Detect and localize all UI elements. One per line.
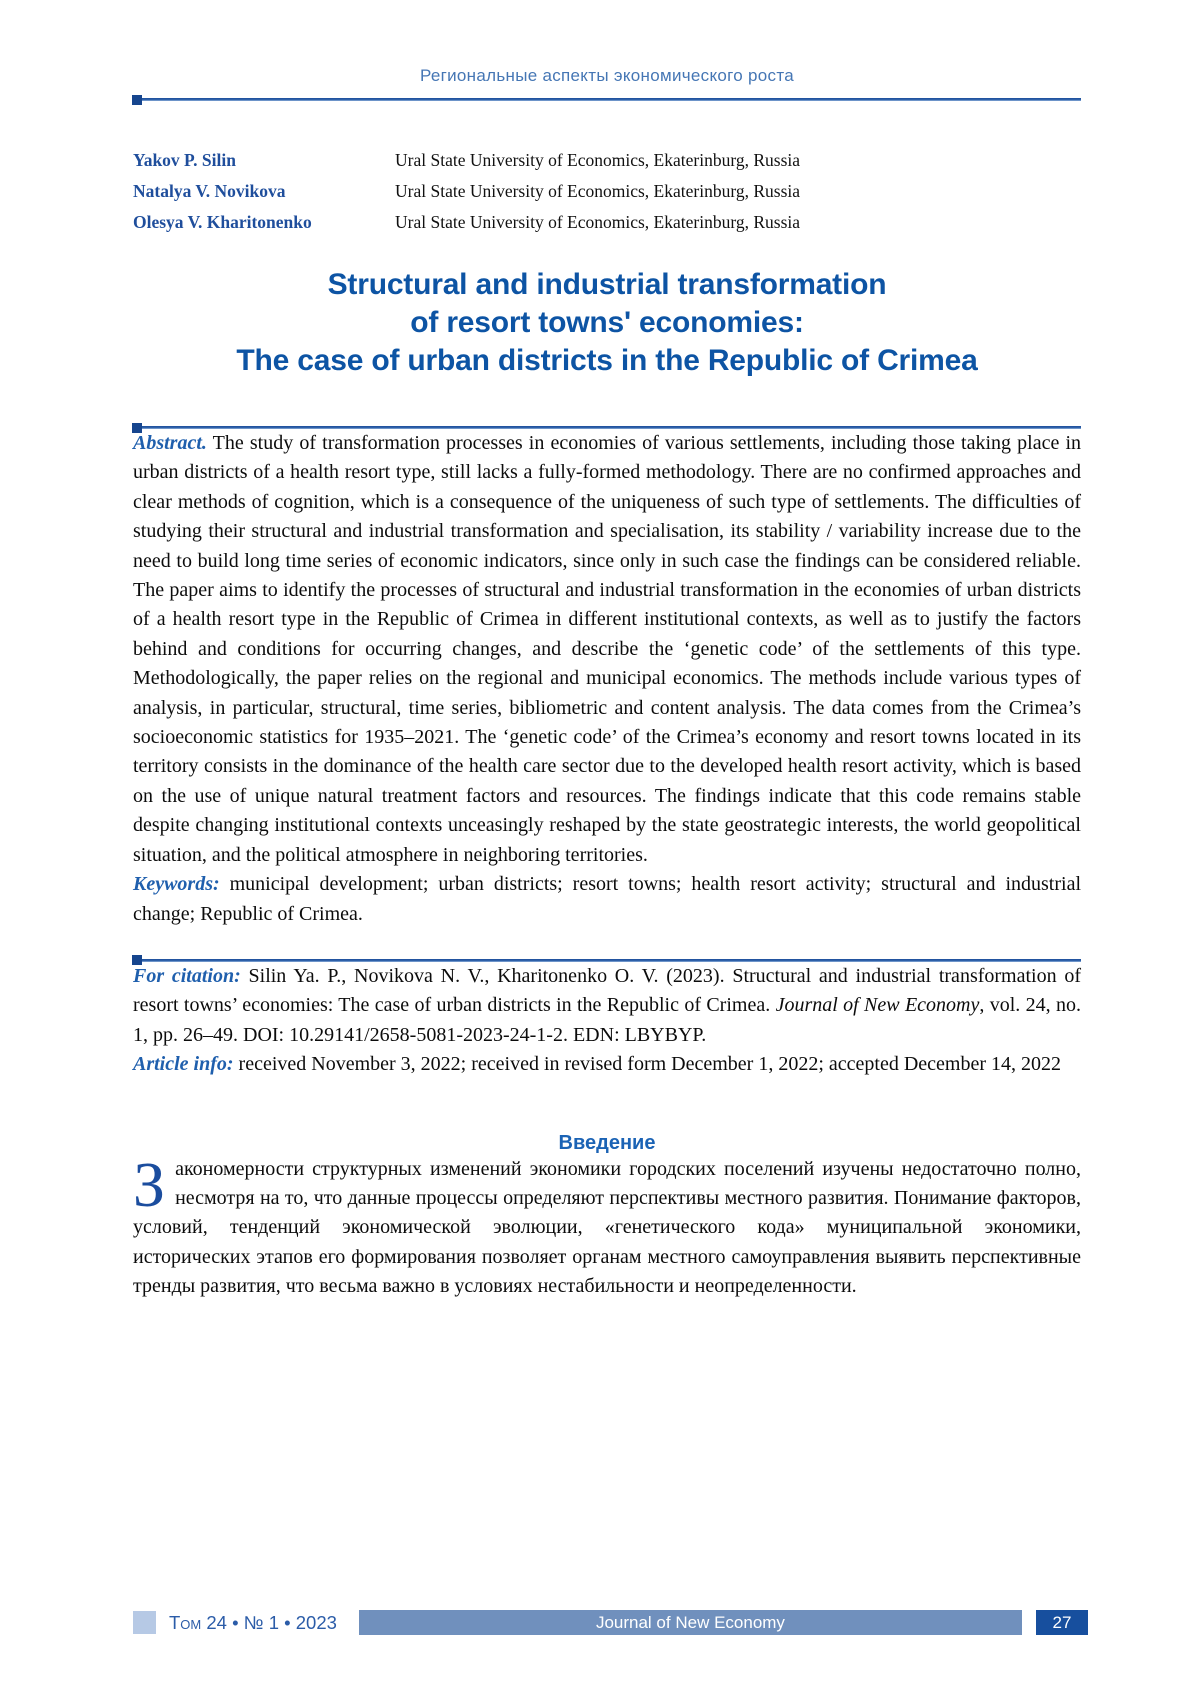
author-row (133, 145, 1081, 176)
page-number-badge (1036, 1610, 1088, 1635)
article-info-paragraph (133, 1050, 1081, 1079)
section-header: Региональные аспекты экономического роста (419, 66, 794, 85)
volume-issue-label: Том 24 • № 1 • 2023 (169, 1611, 337, 1633)
title-line: of resort towns' economies: (410, 306, 804, 339)
page-footer (133, 1610, 1088, 1635)
keywords-text: municipal development; urban districts; resort towns; health resort activity; structural and industrial change; Republic of Crimea. (133, 873, 1082, 925)
author-affiliation: Ural State University of Economics, Ekaterinburg, Russia (395, 150, 801, 170)
keywords-rule (133, 959, 1081, 962)
keywords-paragraph (133, 870, 1081, 929)
article-info-label: Article info: (133, 1053, 234, 1076)
author-name: Natalya V. Novikova (133, 181, 286, 201)
journal-name-label: Journal of New Economy (595, 1612, 785, 1632)
title-line: Structural and industrial transformation (327, 268, 887, 301)
introduction-heading: Введение (558, 1131, 656, 1154)
rule-square-marker (132, 955, 142, 965)
author-name: Olesya V. Kharitonenko (133, 212, 312, 232)
title-line: The case of urban districts in the Republic of Crimea (236, 344, 978, 377)
citation-paragraph (133, 962, 1081, 1050)
author-row (133, 176, 1081, 207)
drop-cap: З (133, 1148, 166, 1220)
journal-name-italic: Journal of New Economy (775, 994, 980, 1017)
journal-page (133, 0, 1081, 1302)
citation-label: For citation: (133, 964, 241, 987)
rule-square-marker (132, 95, 142, 105)
citation-text-after: , vol. 24, no. 1, pp. 26–49. DOI: 10.29141/2658-5081-2023-24-1-2. EDN: LBYBYP. (133, 994, 1082, 1046)
footer-accent-square (133, 1611, 156, 1634)
keywords-label: Keywords: (133, 873, 220, 896)
author-affiliation: Ural State University of Economics, Ekaterinburg, Russia (395, 181, 801, 201)
article-title (133, 266, 1081, 380)
citation-text: Silin Ya. P., Novikova N. V., Kharitonenko O. V. (2023). Structural and industrial transformation of resort towns’ economies: The case of urban districts in the Republic of Crimea. (133, 964, 1081, 1017)
author-name: Yakov P. Silin (133, 150, 236, 170)
introduction-text: акономерности структурных изменений экономики городских поселений изучены недостаточно полно, несмотря на то, что данные процессы определяют перспективы местного развития. Понимание факторов, условий, тенденций экономической эволюции, «генетического кода» муниципальной экономики, исторических этапов его формирования позволяет органам местного самоуправления выявить перспективные тренды развития, что весьма важно в условиях нестабильности и неопределенности. (133, 1157, 1081, 1298)
journal-name-bar (359, 1610, 1022, 1635)
abstract-rule (133, 426, 1081, 429)
article-info-text: received November 3, 2022; received in revised form December 1, 2022; accepted December 14, 2022 (238, 1053, 1061, 1076)
header-rule (133, 98, 1081, 101)
abstract-label: Abstract. (133, 432, 207, 454)
author-row (133, 207, 1081, 238)
rule-square-marker (132, 423, 142, 433)
author-affiliation: Ural State University of Economics, Ekaterinburg, Russia (395, 212, 801, 232)
page-number: 27 (1052, 1612, 1072, 1632)
introduction-paragraph (133, 1148, 1081, 1302)
abstract-text: The study of transformation processes in economies of various settlements, including those taking place in urban districts of a health resort type, still lacks a fully-formed methodology. There are no confirmed approaches and clear methods of cognition, which is a consequence of the uniqueness of such type of settlements. The difficulties of studying their structural and industrial transformation and specialisation, its stability / variability increase due to the need to build long time series of economic indicators, since only in such case the findings can be considered reliable. The paper aims to identify the processes of structural and industrial transformation in the economies of urban districts of a health resort type in the Republic of Crimea in different institutional contexts, as well as to justify the factors behind and conditions for occurring changes, and describe the ‘genetic code’ of the settlements of this type. Methodologically, the paper relies on the regional and municipal economics. The methods include various types of analysis, in particular, structural, time series, bibliometric and content analysis. The data comes from the Crimea’s socioeconomic statistics for 1935–2021. The ‘genetic code’ of the Crimea’s economy and resort towns located in its territory consists in the dominance of the health care sector due to the developed health resort activity, which is based on the use of unique natural treatment factors and resources. The findings indicate that this code remains stable despite changing institutional contexts unceasingly reshaped by the state geostrategic interests, the world geopolitical situation, and the political atmosphere in neighboring territories. (133, 432, 1081, 866)
abstract-paragraph (133, 429, 1081, 870)
authors-block (133, 145, 1081, 238)
